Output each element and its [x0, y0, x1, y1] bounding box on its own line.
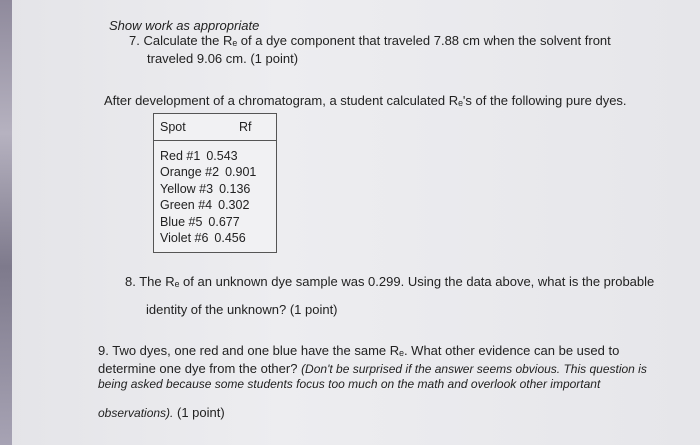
rf-value: 0.901 — [225, 165, 257, 180]
table-row — [160, 214, 256, 230]
rf-value: 0.136 — [219, 181, 251, 196]
question-9-hint: (Don't be surprised if the answer seems obvious. This question is — [301, 362, 647, 376]
table-row — [160, 181, 256, 197]
column-header-spot: Spot — [160, 120, 186, 134]
spot-name: Orange #2 — [160, 165, 220, 180]
spot-name: Blue #5 — [160, 214, 203, 229]
question-8-line-2: identity of the unknown? (1 point) — [146, 302, 338, 317]
question-9-hint-end: observations). — [98, 406, 174, 420]
column-header-rf: Rf — [239, 120, 252, 134]
question-7-line-1: 7. Calculate the Rₑ of a dye component that traveled 7.88 cm when the solvent front — [129, 33, 611, 48]
rf-value: 0.456 — [214, 230, 246, 245]
table-body — [160, 148, 256, 246]
spot-name: Green #4 — [160, 198, 213, 213]
question-9-line-4 — [98, 405, 225, 420]
spot-name: Red #1 — [160, 149, 201, 163]
question-7-line-2: traveled 9.06 cm. (1 point) — [147, 51, 299, 66]
instructions-header: Show work as appropriate — [109, 18, 260, 33]
table-header-row — [154, 114, 276, 141]
rf-value: 0.302 — [218, 198, 250, 213]
table-intro-text: After development of a chromatogram, a student calculated Rₑ's of the following pure dyes. — [104, 93, 627, 108]
question-9-line-2 — [98, 361, 647, 376]
spot-name: Violet #6 — [160, 230, 209, 245]
rf-value: 0.543 — [206, 149, 238, 163]
question-9-line-2-text: determine one dye from the other? — [98, 361, 302, 376]
question-9-line-1: 9. Two dyes, one red and one blue have the same Rₑ. What other evidence can be used to — [98, 343, 620, 358]
question-9-line-3: being asked because some students focus too much on the math and overlook other important — [98, 377, 601, 391]
rf-values-table — [153, 113, 277, 253]
table-row — [160, 197, 256, 213]
question-9-points: (1 point) — [173, 405, 225, 420]
table-row — [160, 230, 256, 246]
page-edge-shadow — [0, 0, 12, 445]
spot-name: Yellow #3 — [160, 181, 214, 196]
table-row — [160, 148, 256, 164]
table-row — [160, 164, 256, 180]
question-8-line-1: 8. The Rₑ of an unknown dye sample was 0.299. Using the data above, what is the probable — [125, 274, 655, 289]
rf-value: 0.677 — [208, 214, 240, 229]
